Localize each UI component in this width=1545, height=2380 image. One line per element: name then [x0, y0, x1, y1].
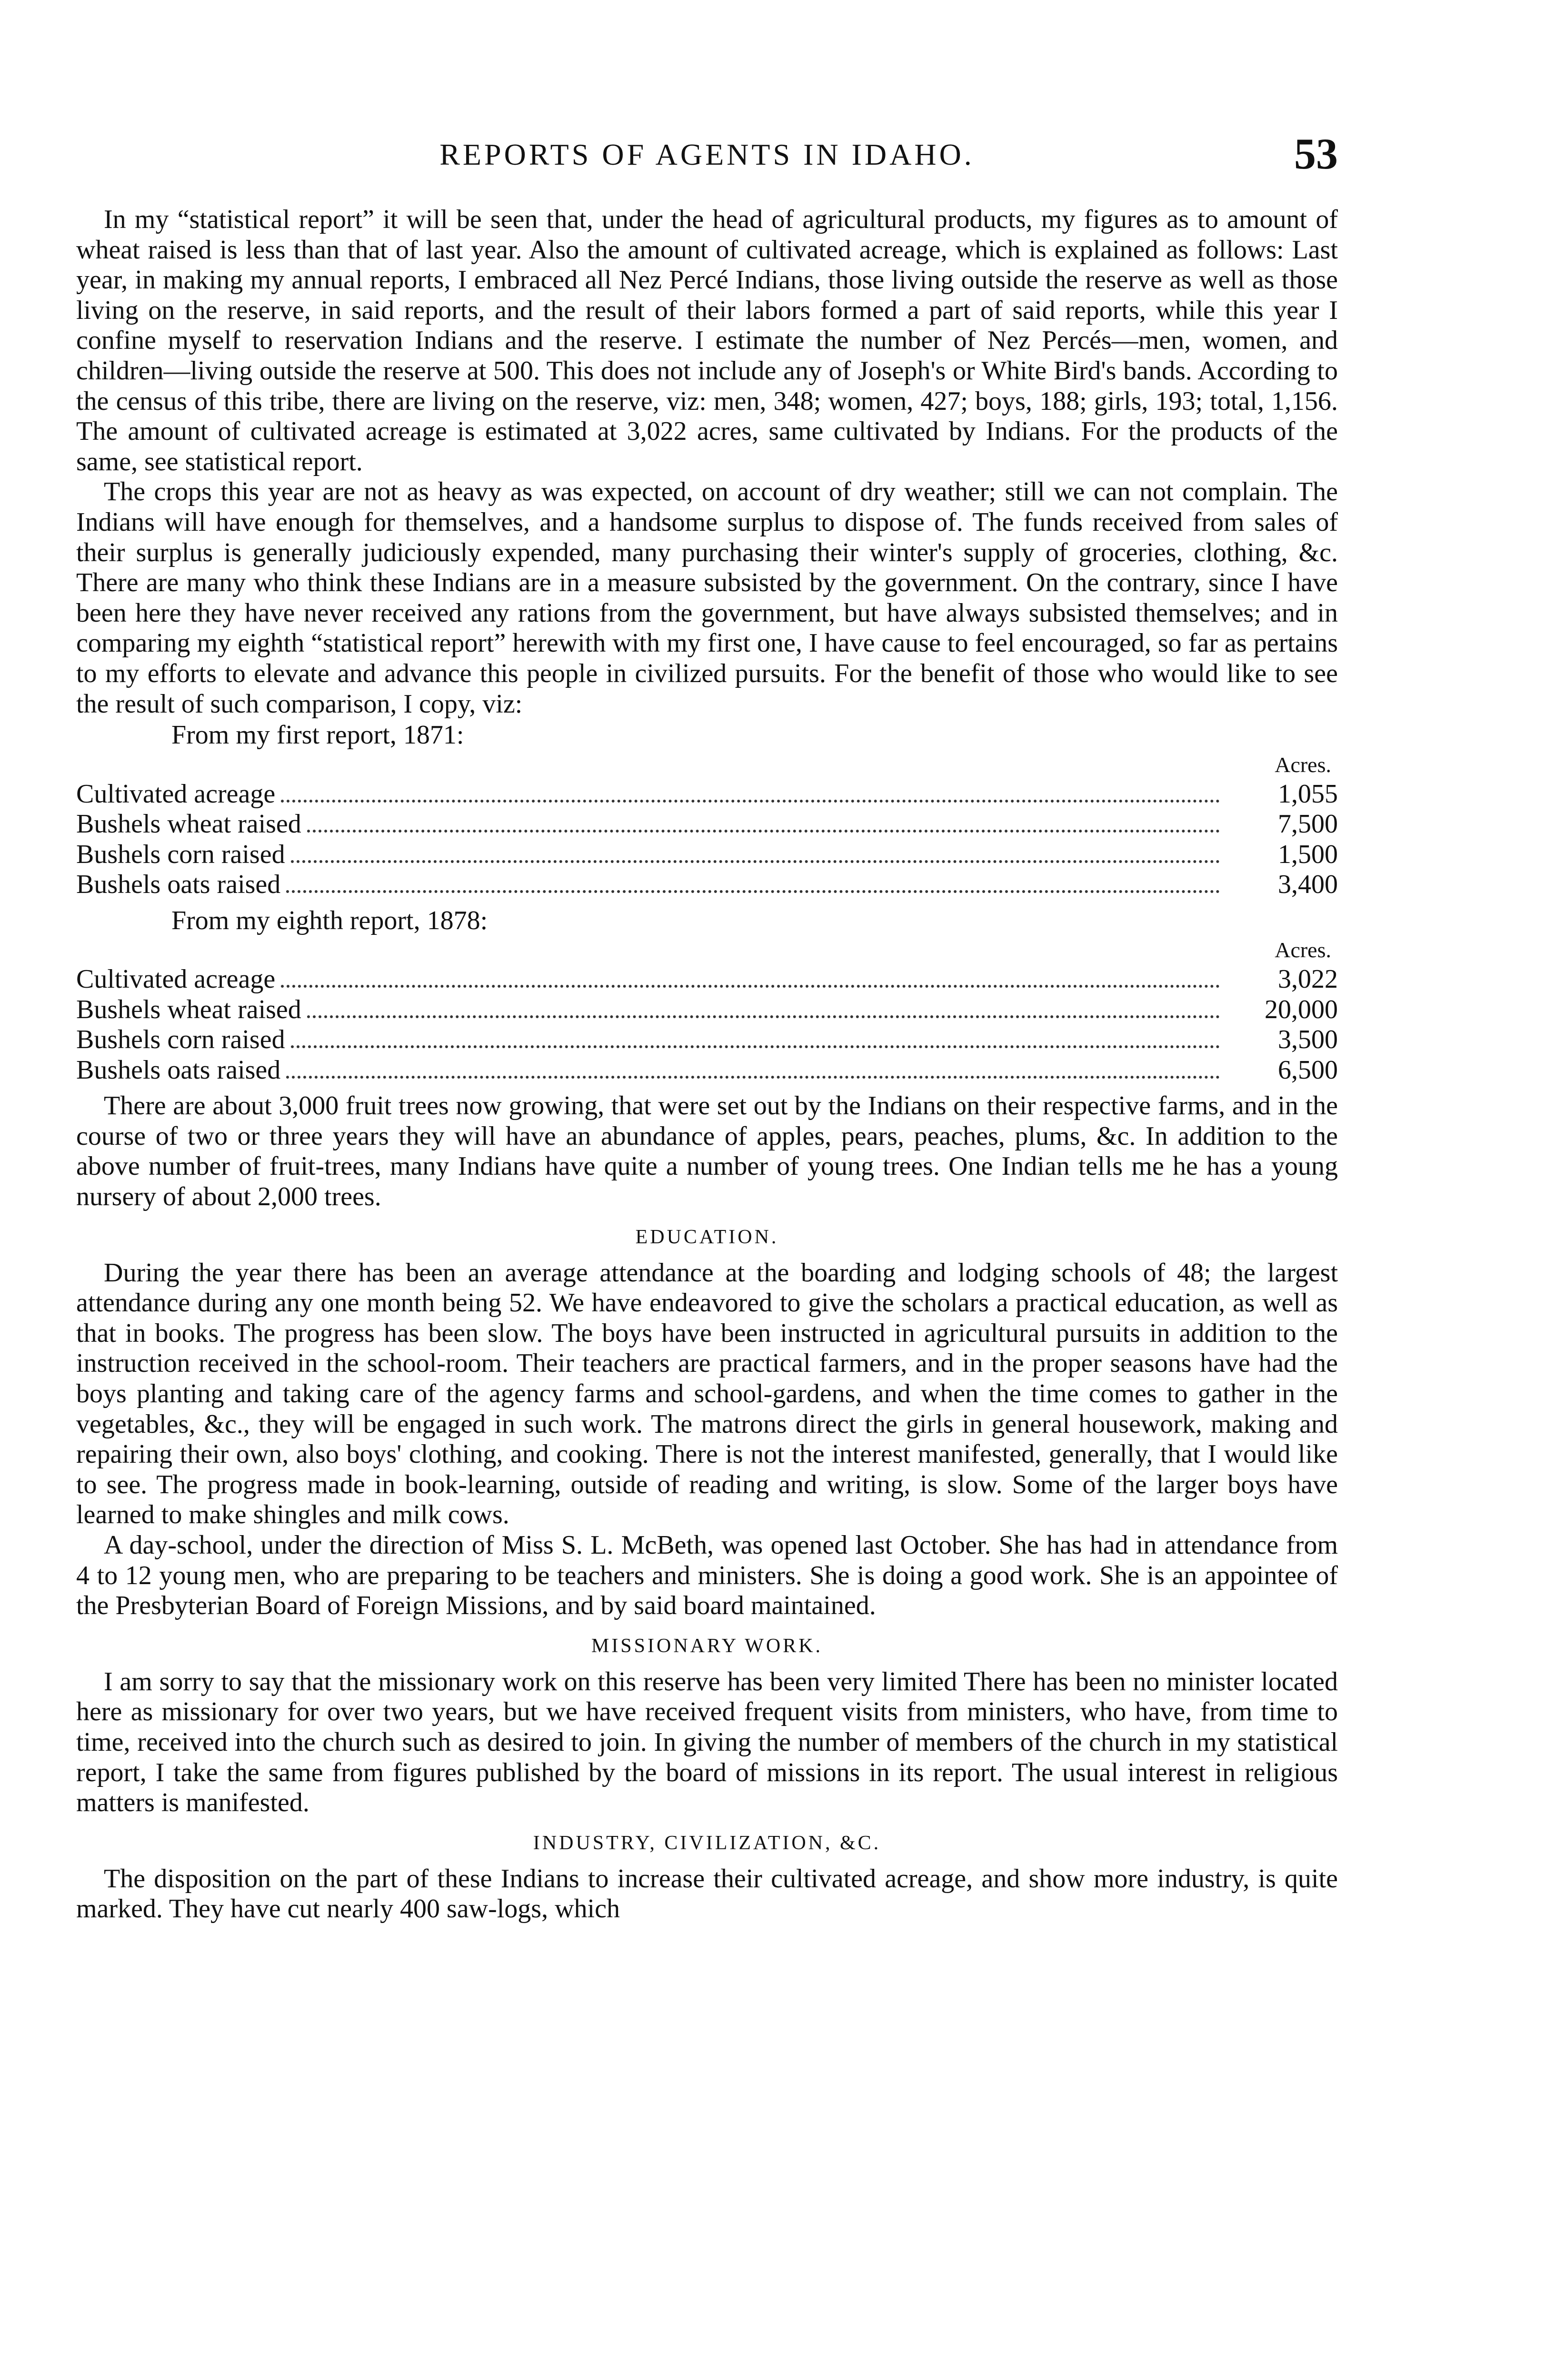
- row-label: Bushels wheat raised: [76, 809, 301, 839]
- education-paragraph: During the year there has been an average attendance at the boarding and lodging schools of 48; the largest attendance during any one month being 52. We have endeavored to give the scholars a practical education, as well as that in books. The progress has been slow. The boys have been instructed in agricultural pursuits in addition to the instruction received in the school-room. Their teachers are practical farmers, and in the proper seasons have had the boys planting and taking care of the agency farms and school-gardens, and when the time comes to gather in the vegetables, &c., they will be engaged in such work. The matrons direct the girls in general housework, making and repairing their own, also boys' clothing, and cooking. There is not the interest manifested, generally, that I would like to see. The progress made in book-learning, outside of reading and writing, is slow. Some of the larger boys have learned to make shingles and milk cows.: [76, 1258, 1338, 1530]
- row-value: 1,055: [1278, 779, 1338, 809]
- leader-dots: [286, 1076, 1220, 1079]
- row-label: Bushels wheat raised: [76, 994, 301, 1024]
- row-label: Bushels corn raised: [76, 1025, 285, 1055]
- row-value: 20,000: [1265, 994, 1338, 1024]
- row-label: Bushels corn raised: [76, 839, 285, 869]
- leader-dots: [307, 1015, 1220, 1018]
- page-number: 53: [1294, 129, 1338, 178]
- eighth-report-heading: From my eighth report, 1878:: [171, 905, 488, 935]
- leader-dots: [307, 830, 1220, 833]
- table-row: [76, 870, 1338, 900]
- row-value: 6,500: [1278, 1055, 1338, 1085]
- industry-paragraph: The disposition on the part of these Indians to increase their cultivated acreage, and show more industry, is quite marked. They have cut nearly 400 saw-logs, which: [76, 1864, 1338, 1924]
- fruit-trees-paragraph: There are about 3,000 fruit trees now growing, that were set out by the Indians on their respective farms, and in the course of two or three years they will have an abundance of apples, pears, peaches, plums, &c. In addition to the above number of fruit-trees, many Indians have quite a number of young trees. One Indian tells me he has a young nursery of about 2,000 trees.: [76, 1091, 1338, 1212]
- row-label: Cultivated acreage: [76, 964, 276, 994]
- leader-dots: [286, 890, 1220, 893]
- row-label: Bushels oats raised: [76, 1055, 281, 1085]
- row-value: 3,500: [1278, 1025, 1338, 1055]
- first-report-table: [76, 779, 1338, 900]
- industry-heading: INDUSTRY, CIVILIZATION, &C.: [533, 1832, 881, 1854]
- table-row: [76, 995, 1338, 1025]
- row-label: Cultivated acreage: [76, 779, 276, 809]
- row-value: 3,022: [1278, 964, 1338, 994]
- table-row: [76, 809, 1338, 840]
- intro-paragraph: In my “statistical report” it will be seen that, under the head of agricultural products, my figures as to amount of wheat raised is less than that of last year. Also the amount of cultivated acreage, which is explained as follows: Last year, in making my annual reports, I embraced all Nez Percé Indians, those living outside the reserve as well as those living on the reserve, in said reports, and the result of their labors formed a part of said reports, while this year I confine myself to reservation Indians and the reserve. I estimate the number of Nez Percés—men, women, and children—living outside the reserve at 500. This does not include any of Joseph's or White Bird's bands. According to the census of this tribe, there are living on the reserve, viz: men, 348; women, 427; boys, 188; girls, 193; total, 1,156. The amount of cultivated acreage is estimated at 3,022 acres, same cultivated by Indians. For the products of the same, see statistical report.: [76, 205, 1338, 476]
- table-row: [76, 779, 1338, 810]
- missionary-heading: MISSIONARY WORK.: [591, 1635, 823, 1657]
- table-row: [76, 964, 1338, 995]
- running-title: REPORTS OF AGENTS IN IDAHO.: [439, 138, 975, 171]
- table-row: [76, 1055, 1338, 1086]
- leader-dots: [281, 985, 1220, 988]
- first-report-unit: Acres.: [1275, 752, 1331, 777]
- leader-dots: [291, 1045, 1220, 1048]
- first-report-heading: From my first report, 1871:: [171, 720, 464, 750]
- missionary-paragraph: I am sorry to say that the missionary work on this reserve has been very limited There has been no minister located here as missionary for over two years, but we have received frequent visits from ministers, who have, from time to time, received into the church such as desired to join. In giving the number of members of the church in my statistical report, I take the same from figures published by the board of missions in its report. The usual interest in religious matters is manifested.: [76, 1666, 1338, 1818]
- row-value: 7,500: [1278, 809, 1338, 839]
- row-label: Bushels oats raised: [76, 870, 281, 900]
- page-body: [76, 205, 1338, 1924]
- table-row: [76, 840, 1338, 870]
- eighth-report-table: [76, 964, 1338, 1085]
- eighth-report-unit: Acres.: [1275, 938, 1331, 962]
- running-header: [76, 129, 1338, 181]
- row-value: 1,500: [1278, 839, 1338, 869]
- leader-dots: [291, 860, 1220, 863]
- table-row: [76, 1025, 1338, 1055]
- intro-paragraph: The crops this year are not as heavy as was expected, on account of dry weather; still we can not complain. The Indians will have enough for themselves, and a handsome surplus to dispose of. The funds received from sales of their surplus is generally judiciously expended, many purchasing their winter's supply of groceries, clothing, &c. There are many who think these Indians are in a measure subsisted by the government. On the contrary, since I have been here they have never received any rations from the government, but have always subsisted themselves; and in comparing my eighth “statistical report” herewith with my first one, I have cause to feel encouraged, so far as pertains to my efforts to elevate and advance this people in civilized pursuits. For the benefit of those who would like to see the result of such comparison, I copy, viz:: [76, 477, 1338, 719]
- leader-dots: [281, 800, 1220, 803]
- education-heading: EDUCATION.: [635, 1226, 779, 1248]
- document-page: [76, 0, 1338, 2380]
- row-value: 3,400: [1278, 870, 1338, 900]
- education-paragraph: A day-school, under the direction of Miss S. L. McBeth, was opened last October. She has had in attendance from 4 to 12 young men, who are preparing to be teachers and ministers. She is doing a good work. She is an appointee of the Presbyterian Board of Foreign Missions, and by said board maintained.: [76, 1530, 1338, 1621]
